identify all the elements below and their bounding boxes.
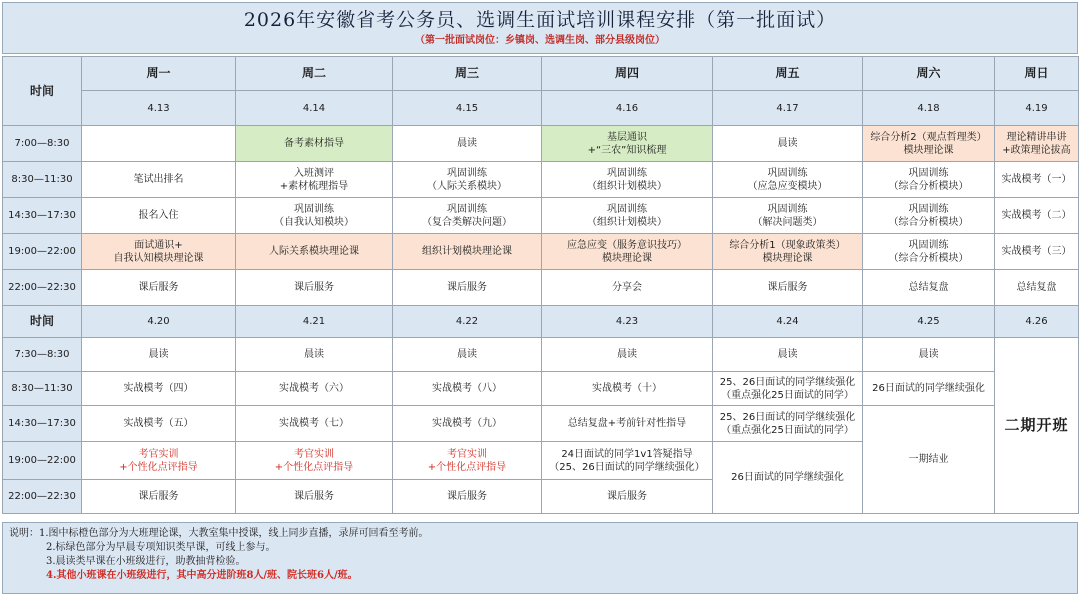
schedule-cell (393, 270, 542, 306)
cell-line: （自我认知模块） (274, 216, 354, 228)
schedule-cell (82, 126, 236, 162)
day-header: 周六 (863, 57, 995, 91)
cell-line: 实战模考（三） (1001, 246, 1072, 257)
table-row (3, 162, 1079, 198)
cell-line: （解决问题类） (752, 216, 823, 228)
cell-line: +政策理论拔高 (1002, 144, 1071, 156)
schedule-cell (82, 234, 236, 270)
cell-line: 人际关系模块理论课 (269, 246, 359, 257)
schedule-cell (863, 126, 995, 162)
table-row (3, 198, 1079, 234)
schedule-cell (82, 480, 236, 514)
time-slot: 8:30—11:30 (3, 372, 82, 406)
schedule-cell (713, 162, 863, 198)
time-slot: 22:00—22:30 (3, 480, 82, 514)
cell-line: 模块理论课 (762, 252, 813, 264)
time-slot: 7:30—8:30 (3, 338, 82, 372)
cell-line: 巩固训练 (908, 239, 949, 251)
time-slot: 14:30—17:30 (3, 198, 82, 234)
cell-line: 课后服务 (294, 491, 334, 502)
time-slot: 7:00—8:30 (3, 126, 82, 162)
cell-line: 课后服务 (294, 282, 334, 293)
cell-line: 课后服务 (138, 282, 179, 293)
day-header: 周二 (236, 57, 393, 91)
cell-line: 课后服务 (138, 491, 179, 502)
schedule-cell (713, 338, 863, 372)
schedule-cell (393, 480, 542, 514)
time-header: 时间 (3, 57, 82, 126)
cell-line: 巩固训练 (447, 203, 487, 215)
cell-line: 巩固训练 (607, 203, 647, 215)
cell-line: 晨读 (777, 349, 798, 360)
cell-line: 笔试出排名 (133, 174, 184, 185)
schedule-cell (713, 406, 863, 442)
cell-line: 考官实训 (138, 448, 179, 460)
cell-line: 总结复盘+考前针对性指导 (567, 418, 687, 429)
date-header: 4.19 (995, 91, 1079, 126)
table-row (3, 234, 1079, 270)
notes-prefix: 说明： (9, 528, 39, 539)
table-row (3, 338, 1079, 372)
cell-line: 总结复盘 (908, 282, 949, 293)
date-header: 4.26 (995, 306, 1079, 338)
cell-line: （综合分析模块） (888, 252, 969, 264)
cell-line: 模块理论课 (602, 252, 652, 264)
notes-panel (2, 522, 1078, 594)
cell-line: 自我认知模块理论课 (113, 252, 204, 264)
date-header: 4.14 (236, 91, 393, 126)
schedule-cell (82, 442, 236, 480)
cell-line: 课后服务 (607, 491, 647, 502)
cell-line: 26日面试的同学继续强化 (872, 383, 985, 394)
schedule-cell (863, 234, 995, 270)
date-header: 4.23 (542, 306, 713, 338)
date-header: 4.22 (393, 306, 542, 338)
cell-line: 考官实训 (294, 448, 334, 460)
time-header: 时间 (3, 306, 82, 338)
schedule-cell (393, 442, 542, 480)
note-item-2: 2.标绿色部分为早晨专项知识类早课，可线上参与。 (46, 542, 276, 553)
time-slot: 14:30—17:30 (3, 406, 82, 442)
schedule-cell (713, 270, 863, 306)
cell-line: 备考素材指导 (284, 138, 344, 149)
cell-line: 组织计划模块理论课 (422, 246, 512, 257)
cell-line: 实战模考（八） (432, 383, 502, 394)
cell-line: 巩固训练 (447, 167, 487, 179)
schedule-cell (542, 442, 713, 480)
cell-line: 模块理论课 (903, 144, 954, 156)
cell-line: （综合分析模块） (888, 180, 969, 192)
cell-line: 课后服务 (767, 282, 808, 293)
cell-line: 面试通识+ (134, 239, 183, 251)
cell-line: 课后服务 (447, 491, 487, 502)
table-row (3, 372, 1079, 406)
schedule-cell (236, 126, 393, 162)
cell-line: （综合分析模块） (888, 216, 969, 228)
schedule-cell (393, 406, 542, 442)
date-header: 4.20 (82, 306, 236, 338)
table-row (3, 406, 1079, 442)
schedule-cell (995, 234, 1079, 270)
cell-line: 综合分析1（现象政策类） (729, 239, 846, 251)
cell-line: 实战模考（六） (279, 383, 349, 394)
schedule-cell (82, 198, 236, 234)
schedule-cell (236, 338, 393, 372)
cell-line: 考官实训 (447, 448, 487, 460)
schedule-cell (995, 126, 1079, 162)
cell-line: +个性化点评指导 (119, 461, 198, 473)
schedule-cell (236, 480, 393, 514)
schedule-cell (236, 270, 393, 306)
schedule-cell (995, 162, 1079, 198)
schedule-cell (393, 372, 542, 406)
cell-line: 实战模考（九） (432, 418, 502, 429)
cell-line: 巩固训练 (908, 167, 949, 179)
date-header: 4.17 (713, 91, 863, 126)
date-header: 4.24 (713, 306, 863, 338)
cell-line: 晨读 (457, 349, 477, 360)
note-item-4: 4.其他小班课在小班级进行，其中高分进阶班8人/班、院长班6人/班。 (46, 570, 358, 581)
day-header: 周一 (82, 57, 236, 91)
cell-line: 实战模考（四） (123, 383, 194, 394)
cell-line: 实战模考（二） (1001, 210, 1072, 221)
note-line (9, 527, 1077, 541)
schedule-cell (393, 338, 542, 372)
cell-line: （组织计划模块） (587, 216, 667, 228)
schedule-cell (863, 338, 995, 372)
cell-line: （应急应变模块） (747, 180, 828, 192)
cell-line: 分享会 (612, 282, 642, 293)
cell-line: 报名入住 (138, 210, 179, 221)
day-header: 周四 (542, 57, 713, 91)
cell-line: 26日面试的同学继续强化 (731, 472, 844, 483)
time-slot: 19:00—22:00 (3, 442, 82, 480)
page-subtitle: （第一批面试岗位：乡镇岗、选调生岗、部分县级岗位） (415, 35, 665, 46)
schedule-cell (393, 126, 542, 162)
cell-line: （组织计划模块） (587, 180, 667, 192)
page-title: 2026年安徽省考公务员、选调生面试培训课程安排（第一批面试） (243, 9, 837, 31)
schedule-cell (393, 162, 542, 198)
cell-line: 晨读 (777, 138, 798, 149)
cell-line: +个性化点评指导 (274, 461, 354, 473)
cell-line: 晨读 (918, 349, 939, 360)
date-header: 4.16 (542, 91, 713, 126)
schedule-cell (542, 198, 713, 234)
schedule-cell (542, 406, 713, 442)
table-row (3, 270, 1079, 306)
schedule-cell (542, 162, 713, 198)
schedule-cell (82, 406, 236, 442)
schedule-cell (542, 338, 713, 372)
page-header (2, 2, 1078, 54)
cell-line: 一期结业 (908, 454, 949, 465)
day-header: 周三 (393, 57, 542, 91)
schedule-cell (713, 372, 863, 406)
schedule-cell (82, 162, 236, 198)
cell-line: 应急应变（服务意识技巧） (567, 239, 687, 251)
cell-line: 晨读 (457, 138, 477, 149)
cell-line: 晨读 (148, 349, 169, 360)
time-slot: 8:30—11:30 (3, 162, 82, 198)
cell-line: 理论精讲串讲 (1006, 131, 1067, 143)
schedule-cell (713, 234, 863, 270)
schedule-table (2, 56, 1079, 514)
cell-line: （重点强化25日面试的同学） (721, 389, 854, 401)
day-header: 周五 (713, 57, 863, 91)
day-header: 周日 (995, 57, 1079, 91)
date-header: 4.25 (863, 306, 995, 338)
cell-line: 巩固训练 (767, 167, 808, 179)
note-item-1: 1.图中标橙色部分为大班理论课，大教室集中授课，线上同步直播，录屏可回看至考前。 (39, 528, 429, 539)
schedule-cell (542, 234, 713, 270)
schedule-cell (995, 198, 1079, 234)
cell-line: 实战模考（五） (123, 418, 194, 429)
cell-line: 25、26日面试的同学继续强化 (719, 376, 856, 388)
schedule-cell (542, 270, 713, 306)
cell-line: 综合分析2（观点哲理类） (870, 131, 987, 143)
cell-line: 巩固训练 (767, 203, 808, 215)
schedule-cell (863, 270, 995, 306)
cell-line: 入班测评 (294, 167, 334, 179)
schedule-cell (863, 198, 995, 234)
time-slot: 19:00—22:00 (3, 234, 82, 270)
schedule-cell (542, 372, 713, 406)
cell-line: 晨读 (304, 349, 324, 360)
cell-line: 基层通识 (607, 131, 647, 143)
schedule-cell (236, 372, 393, 406)
cell-line: 课后服务 (447, 282, 487, 293)
table-row (3, 126, 1079, 162)
cell-line: 24日面试的同学1v1答疑指导 (561, 448, 693, 460)
schedule-cell (236, 234, 393, 270)
cell-line: 晨读 (617, 349, 637, 360)
cell-line: 25、26日面试的同学继续强化 (719, 411, 856, 423)
cell-line: （复合类解决问题） (422, 216, 512, 228)
schedule-cell (236, 162, 393, 198)
saturday-merged-cell (863, 406, 995, 514)
cell-line: 巩固训练 (294, 203, 334, 215)
schedule-cell (995, 270, 1079, 306)
schedule-cell (863, 372, 995, 406)
note-item-3: 3.晨读类早课在小班级进行，助教抽背检验。 (46, 556, 246, 567)
cell-line: 巩固训练 (607, 167, 647, 179)
time-slot: 22:00—22:30 (3, 270, 82, 306)
cell-line: 实战模考（十） (592, 383, 662, 394)
schedule-cell (393, 198, 542, 234)
date-header: 4.15 (393, 91, 542, 126)
cell-line: +素材梳理指导 (279, 180, 349, 192)
cell-line: 总结复盘 (1016, 282, 1057, 293)
cell-line: +个性化点评指导 (427, 461, 507, 473)
cell-line: 巩固训练 (908, 203, 949, 215)
schedule-cell (82, 372, 236, 406)
cell-line: +“三农”知识梳理 (587, 144, 667, 156)
date-header: 4.18 (863, 91, 995, 126)
schedule-cell (82, 270, 236, 306)
schedule-cell (236, 442, 393, 480)
cell-line: （25、26日面试的同学继续强化） (549, 461, 705, 473)
schedule-cell (713, 198, 863, 234)
schedule-cell (82, 338, 236, 372)
cell-line: （重点强化25日面试的同学） (721, 424, 854, 436)
sunday-merged-cell: 二期开班 (995, 338, 1079, 514)
schedule-cell (542, 480, 713, 514)
schedule-cell (393, 234, 542, 270)
schedule-cell (236, 198, 393, 234)
schedule-cell (542, 126, 713, 162)
date-header: 4.21 (236, 306, 393, 338)
schedule-cell (863, 162, 995, 198)
schedule-cell (236, 406, 393, 442)
date-header: 4.13 (82, 91, 236, 126)
cell-line: （人际关系模块） (427, 180, 507, 192)
cell-line: 实战模考（七） (279, 418, 349, 429)
cell-line: 实战模考（一） (1001, 174, 1072, 185)
schedule-cell (713, 442, 863, 514)
schedule-cell (713, 126, 863, 162)
